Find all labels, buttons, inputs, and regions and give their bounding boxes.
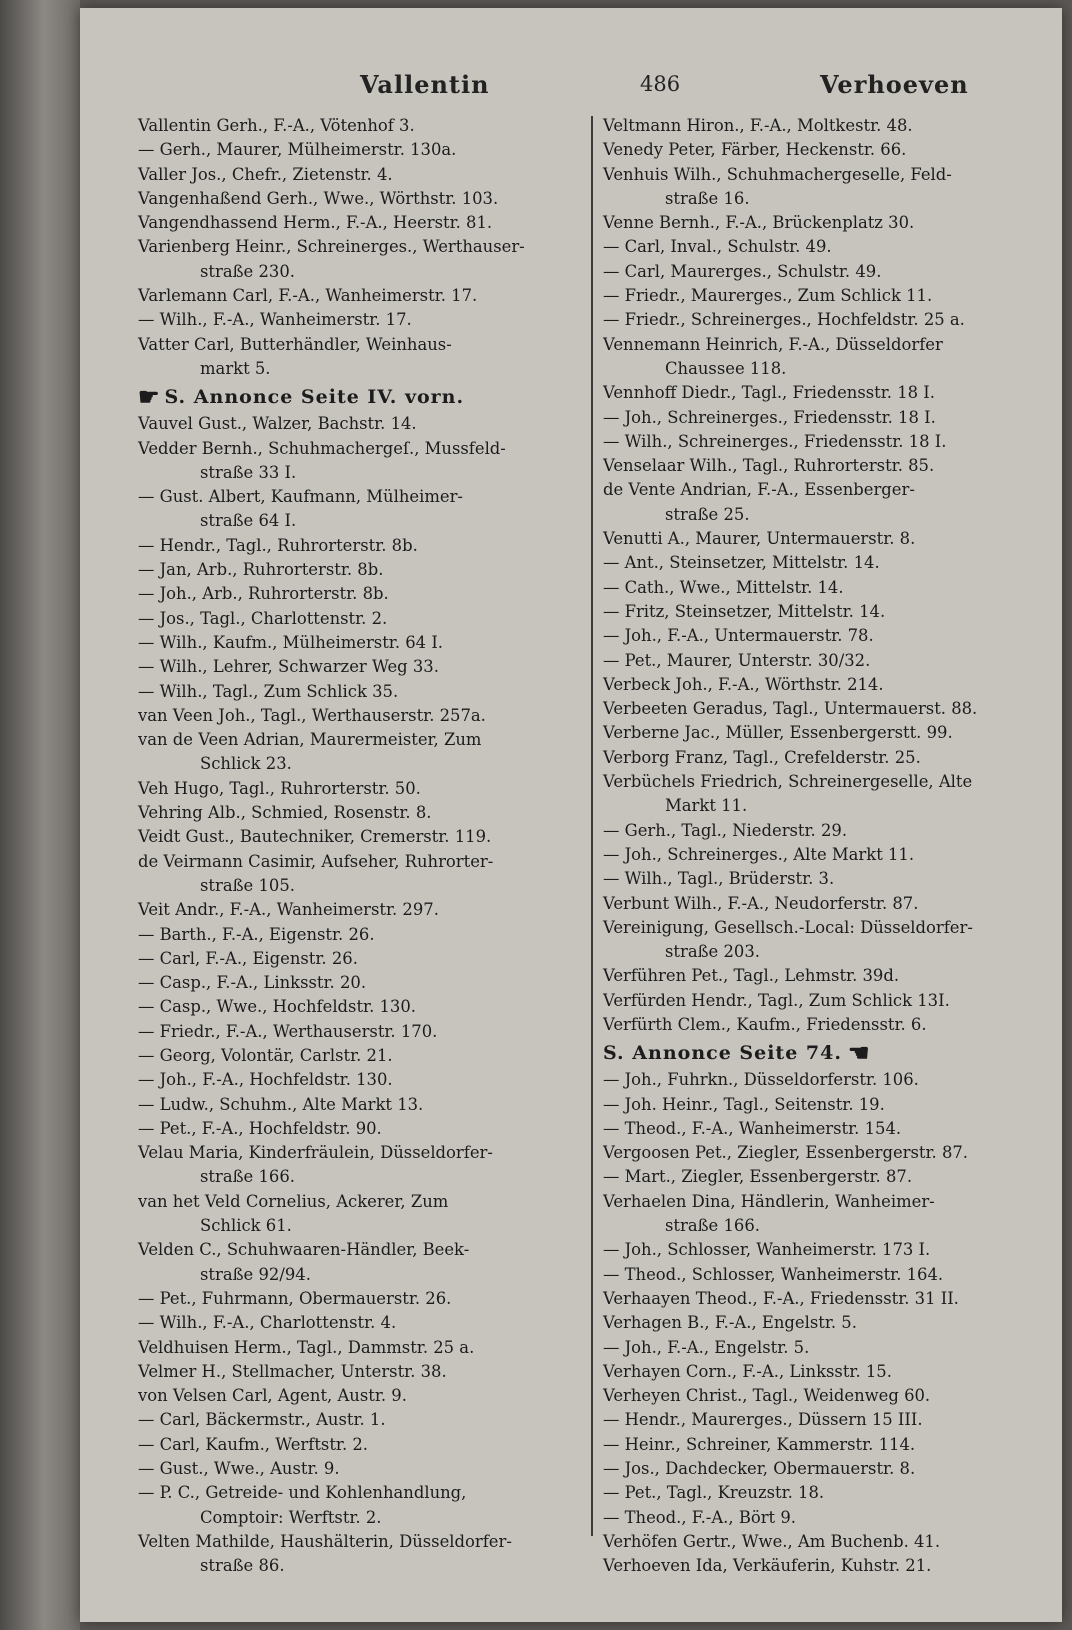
- directory-entry: — Gerh., Tagl., Niederstr. 29.: [603, 820, 848, 840]
- directory-entry: — Pet., Maurer, Unterstr. 30/32.: [603, 650, 871, 670]
- directory-entry: Velau Maria, Kinderfräulein, Düsseldorfer-: [138, 1143, 493, 1163]
- directory-entry-continuation: straße 92/94.: [200, 1264, 311, 1284]
- directory-entry: Vehring Alb., Schmied, Rosenstr. 8.: [138, 803, 432, 823]
- page-number: 486: [640, 72, 681, 96]
- directory-entry: Vergoosen Pet., Ziegler, Essenbergerstr. 87.: [603, 1143, 969, 1163]
- directory-entry: Veh Hugo, Tagl., Ruhrorterstr. 50.: [138, 778, 421, 798]
- directory-entry-continuation: straße 166.: [200, 1167, 295, 1187]
- directory-entry: — Theod., F.-A., Bört 9.: [603, 1507, 796, 1527]
- directory-entry: Vatter Carl, Butterhändler, Weinhaus-: [138, 334, 452, 354]
- directory-entry: — P. C., Getreide- und Kohlenhandlung,: [138, 1483, 467, 1503]
- directory-entry: Verbüchels Friedrich, Schreinergeselle, Alte: [603, 772, 973, 792]
- directory-entry-continuation: markt 5.: [200, 358, 271, 378]
- directory-page: [80, 8, 1062, 1622]
- header-left-keyword: Vallentin: [360, 70, 490, 99]
- directory-entry: — Joh., Fuhrkn., Düsseldorferstr. 106.: [603, 1070, 919, 1090]
- directory-entry-continuation: straße 86.: [200, 1556, 285, 1576]
- directory-entry: Varlemann Carl, F.-A., Wanheimerstr. 17.: [138, 286, 478, 306]
- directory-entry: — Hendr., Maurerges., Düssern 15 III.: [603, 1410, 923, 1430]
- directory-entry: — Barth., F.-A., Eigenstr. 26.: [138, 924, 375, 944]
- directory-entry: Verführen Pet., Tagl., Lehmstr. 39d.: [603, 966, 900, 986]
- directory-entry: — Gerh., Maurer, Mülheimerstr. 130a.: [138, 140, 457, 160]
- directory-entry: Verfürth Clem., Kaufm., Friedensstr. 6.: [603, 1014, 927, 1034]
- directory-entry: Vennemann Heinrich, F.-A., Düsseldorfer: [603, 334, 943, 354]
- directory-entry-continuation: straße 64 I.: [200, 511, 297, 531]
- directory-entry: — Pet., F.-A., Hochfeldstr. 90.: [138, 1118, 382, 1138]
- directory-entry-continuation: straße 230.: [200, 261, 295, 281]
- directory-entry: — Pet., Fuhrmann, Obermauerstr. 26.: [138, 1288, 452, 1308]
- directory-entry: — Mart., Ziegler, Essenbergerstr. 87.: [603, 1167, 913, 1187]
- page-header: [140, 66, 1000, 106]
- directory-entry: — Casp., Wwe., Hochfeldstr. 130.: [138, 997, 416, 1017]
- directory-entry: Vangenhaßend Gerh., Wwe., Wörthstr. 103.: [138, 188, 499, 208]
- directory-entry: van het Veld Cornelius, Ackerer, Zum: [138, 1191, 449, 1211]
- directory-entry: — Theod., Schlosser, Wanheimerstr. 164.: [603, 1264, 944, 1284]
- directory-entry: — Joh., F.-A., Hochfeldstr. 130.: [138, 1070, 393, 1090]
- directory-entry: — Theod., F.-A., Wanheimerstr. 154.: [603, 1118, 902, 1138]
- directory-entry: — Jos., Tagl., Charlottenstr. 2.: [138, 608, 388, 628]
- directory-entry: Venne Bernh., F.-A., Brückenplatz 30.: [603, 213, 915, 233]
- directory-entry: Velten Mathilde, Haushälterin, Düsseldorfer-: [138, 1531, 512, 1551]
- directory-entry: Verhaelen Dina, Händlerin, Wanheimer-: [603, 1191, 935, 1211]
- directory-entry: — Carl, Bäckermstr., Austr. 1.: [138, 1410, 386, 1430]
- annonce-reference: [603, 1037, 1028, 1068]
- directory-entry: — Joh., Schreinerges., Alte Markt 11.: [603, 844, 915, 864]
- directory-entry: — Joh., Schreinerges., Friedensstr. 18 I.: [603, 407, 936, 427]
- directory-entry: Verborg Franz, Tagl., Crefelderstr. 25.: [603, 747, 921, 767]
- directory-entry: — Ant., Steinsetzer, Mittelstr. 14.: [603, 553, 880, 573]
- directory-entry-continuation: Chaussee 118.: [665, 358, 787, 378]
- directory-entry: Verbeeten Geradus, Tagl., Untermauerst. 88.: [603, 699, 978, 719]
- directory-entry: — Wilh., Tagl., Brüderstr. 3.: [603, 869, 835, 889]
- directory-entry: Veit Andr., F.-A., Wanheimerstr. 297.: [138, 900, 439, 920]
- directory-entry: — Jos., Dachdecker, Obermauerstr. 8.: [603, 1459, 916, 1479]
- directory-entry-continuation: Comptoir: Werftstr. 2.: [200, 1507, 382, 1527]
- directory-entry-continuation: straße 105.: [200, 875, 295, 895]
- directory-entry: Varienberg Heinr., Schreinerges., Werthauser-: [138, 237, 525, 257]
- directory-entry: — Wilh., F.-A., Charlottenstr. 4.: [138, 1313, 397, 1333]
- directory-entry-continuation: Schlick 23.: [200, 754, 292, 774]
- directory-entry: Veltmann Hiron., F.-A., Moltkestr. 48.: [603, 116, 913, 135]
- directory-entry: — Jan, Arb., Ruhrorterstr. 8b.: [138, 560, 384, 580]
- directory-entry-continuation: straße 203.: [665, 942, 760, 962]
- directory-entry: Verhaayen Theod., F.-A., Friedensstr. 31 II.: [603, 1288, 959, 1308]
- annonce-text: S. Annonce Seite 74.: [603, 1042, 842, 1065]
- directory-entry: Vangendhassend Herm., F.-A., Heerstr. 81.: [138, 213, 493, 233]
- directory-entry: — Friedr., F.-A., Werthauserstr. 170.: [138, 1021, 438, 1041]
- directory-entry: — Joh. Heinr., Tagl., Seitenstr. 19.: [603, 1094, 885, 1114]
- directory-entry: Venhuis Wilh., Schuhmachergeselle, Feld-: [603, 164, 952, 184]
- directory-entry: Verhagen B., F.-A., Engelstr. 5.: [603, 1313, 857, 1333]
- directory-entry: — Wilh., Lehrer, Schwarzer Weg 33.: [138, 657, 439, 677]
- directory-entry: — Hendr., Tagl., Ruhrorterstr. 8b.: [138, 535, 418, 555]
- right-column: [603, 114, 1028, 1579]
- directory-entry: — Joh., F.-A., Engelstr. 5.: [603, 1337, 810, 1357]
- left-column: [138, 114, 563, 1579]
- directory-entry: Vereinigung, Gesellsch.-Local: Düsseldorfer-: [603, 917, 973, 937]
- directory-entry: — Joh., F.-A., Untermauerstr. 78.: [603, 626, 874, 646]
- directory-entry: — Gust. Albert, Kaufmann, Mülheimer-: [138, 487, 463, 507]
- directory-entry-continuation: straße 166.: [665, 1216, 760, 1236]
- directory-entry: Vauvel Gust., Walzer, Bachstr. 14.: [138, 414, 417, 434]
- directory-entry: — Carl, Kaufm., Werftstr. 2.: [138, 1434, 369, 1454]
- annonce-text: S. Annonce Seite IV. vorn.: [164, 386, 465, 409]
- directory-entry: — Wilh., F.-A., Wanheimerstr. 17.: [138, 310, 412, 330]
- directory-entry: Venselaar Wilh., Tagl., Ruhrorterstr. 85.: [603, 456, 935, 476]
- directory-entry: Velden C., Schuhwaaren-Händler, Beek-: [138, 1240, 470, 1260]
- column-divider: [591, 116, 593, 1536]
- directory-entry: — Ludw., Schuhm., Alte Markt 13.: [138, 1094, 424, 1114]
- directory-entry: — Georg, Volontär, Carlstr. 21.: [138, 1045, 393, 1065]
- annonce-reference: [138, 381, 563, 412]
- directory-entry: — Fritz, Steinsetzer, Mittelstr. 14.: [603, 601, 886, 621]
- directory-entry-continuation: straße 33 I.: [200, 462, 297, 482]
- directory-entry: van de Veen Adrian, Maurermeister, Zum: [138, 730, 482, 750]
- directory-entry: de Vente Andrian, F.-A., Essenberger-: [603, 480, 915, 500]
- directory-entry: — Wilh., Tagl., Zum Schlick 35.: [138, 681, 399, 701]
- directory-entry: Vedder Bernh., Schuhmachergeſ., Mussfeld-: [138, 438, 506, 458]
- directory-entry: — Casp., F.-A., Linksstr. 20.: [138, 973, 367, 993]
- directory-entry-continuation: straße 16.: [665, 188, 750, 208]
- directory-entry: Verbunt Wilh., F.-A., Neudorferstr. 87.: [603, 893, 919, 913]
- pointing-hand-icon: ☚: [847, 1038, 871, 1068]
- directory-entry: — Joh., Arb., Ruhrorterstr. 8b.: [138, 584, 389, 604]
- header-right-keyword: Verhoeven: [820, 70, 969, 99]
- directory-entry: Verberne Jac., Müller, Essenbergerstt. 99.: [603, 723, 953, 743]
- directory-entry: Verbeck Joh., F.-A., Wörthstr. 214.: [603, 674, 884, 694]
- directory-entry: — Carl, Inval., Schulstr. 49.: [603, 237, 832, 257]
- directory-entry: Veldhuisen Herm., Tagl., Dammstr. 25 a.: [138, 1337, 475, 1357]
- directory-entry: van Veen Joh., Tagl., Werthauserstr. 257a.: [138, 705, 486, 725]
- directory-entry: — Friedr., Schreinerges., Hochfeldstr. 25 a.: [603, 310, 965, 330]
- directory-entry: — Carl, Maurerges., Schulstr. 49.: [603, 261, 882, 281]
- directory-entry-continuation: Schlick 61.: [200, 1216, 292, 1236]
- directory-entry: — Heinr., Schreiner, Kammerstr. 114.: [603, 1434, 916, 1454]
- directory-entry: — Wilh., Kaufm., Mülheimerstr. 64 I.: [138, 632, 444, 652]
- directory-entry: Verhoeven Ida, Verkäuferin, Kuhstr. 21.: [603, 1556, 932, 1576]
- directory-entry: Venedy Peter, Färber, Heckenstr. 66.: [603, 140, 907, 160]
- directory-entry: — Pet., Tagl., Kreuzstr. 18.: [603, 1483, 825, 1503]
- directory-entry-continuation: Markt 11.: [665, 796, 748, 816]
- directory-entry: Velmer H., Stellmacher, Unterstr. 38.: [138, 1361, 447, 1381]
- directory-entry: Verhöfen Gertr., Wwe., Am Buchenb. 41.: [603, 1531, 941, 1551]
- pointing-hand-icon: ☛: [138, 382, 161, 412]
- directory-entry: Valler Jos., Chefr., Zietenstr. 4.: [138, 164, 393, 184]
- directory-entry: Verhayen Corn., F.-A., Linksstr. 15.: [603, 1361, 892, 1381]
- directory-entry: Verfürden Hendr., Tagl., Zum Schlick 13I.: [603, 990, 950, 1010]
- directory-entry: Verheyen Christ., Tagl., Weidenweg 60.: [603, 1386, 931, 1406]
- directory-entry: — Carl, F.-A., Eigenstr. 26.: [138, 948, 358, 968]
- directory-entry: Venutti A., Maurer, Untermauerstr. 8.: [603, 529, 916, 549]
- directory-entry: von Velsen Carl, Agent, Austr. 9.: [138, 1386, 407, 1406]
- directory-entry: de Veirmann Casimir, Aufseher, Ruhrorter-: [138, 851, 494, 871]
- directory-entry-continuation: straße 25.: [665, 504, 750, 524]
- directory-entry: Veidt Gust., Bautechniker, Cremerstr. 119.: [138, 827, 492, 847]
- directory-entry: — Joh., Schlosser, Wanheimerstr. 173 I.: [603, 1240, 931, 1260]
- directory-entry: Vallentin Gerh., F.-A., Vötenhof 3.: [138, 116, 415, 135]
- directory-entry: — Cath., Wwe., Mittelstr. 14.: [603, 577, 844, 597]
- directory-entry: — Gust., Wwe., Austr. 9.: [138, 1459, 340, 1479]
- directory-entry: — Wilh., Schreinerges., Friedensstr. 18 I.: [603, 431, 947, 451]
- directory-entry: Vennhoff Diedr., Tagl., Friedensstr. 18 I.: [603, 383, 935, 403]
- directory-entry: — Friedr., Maurerges., Zum Schlick 11.: [603, 286, 933, 306]
- book-gutter-edge: [0, 0, 80, 1630]
